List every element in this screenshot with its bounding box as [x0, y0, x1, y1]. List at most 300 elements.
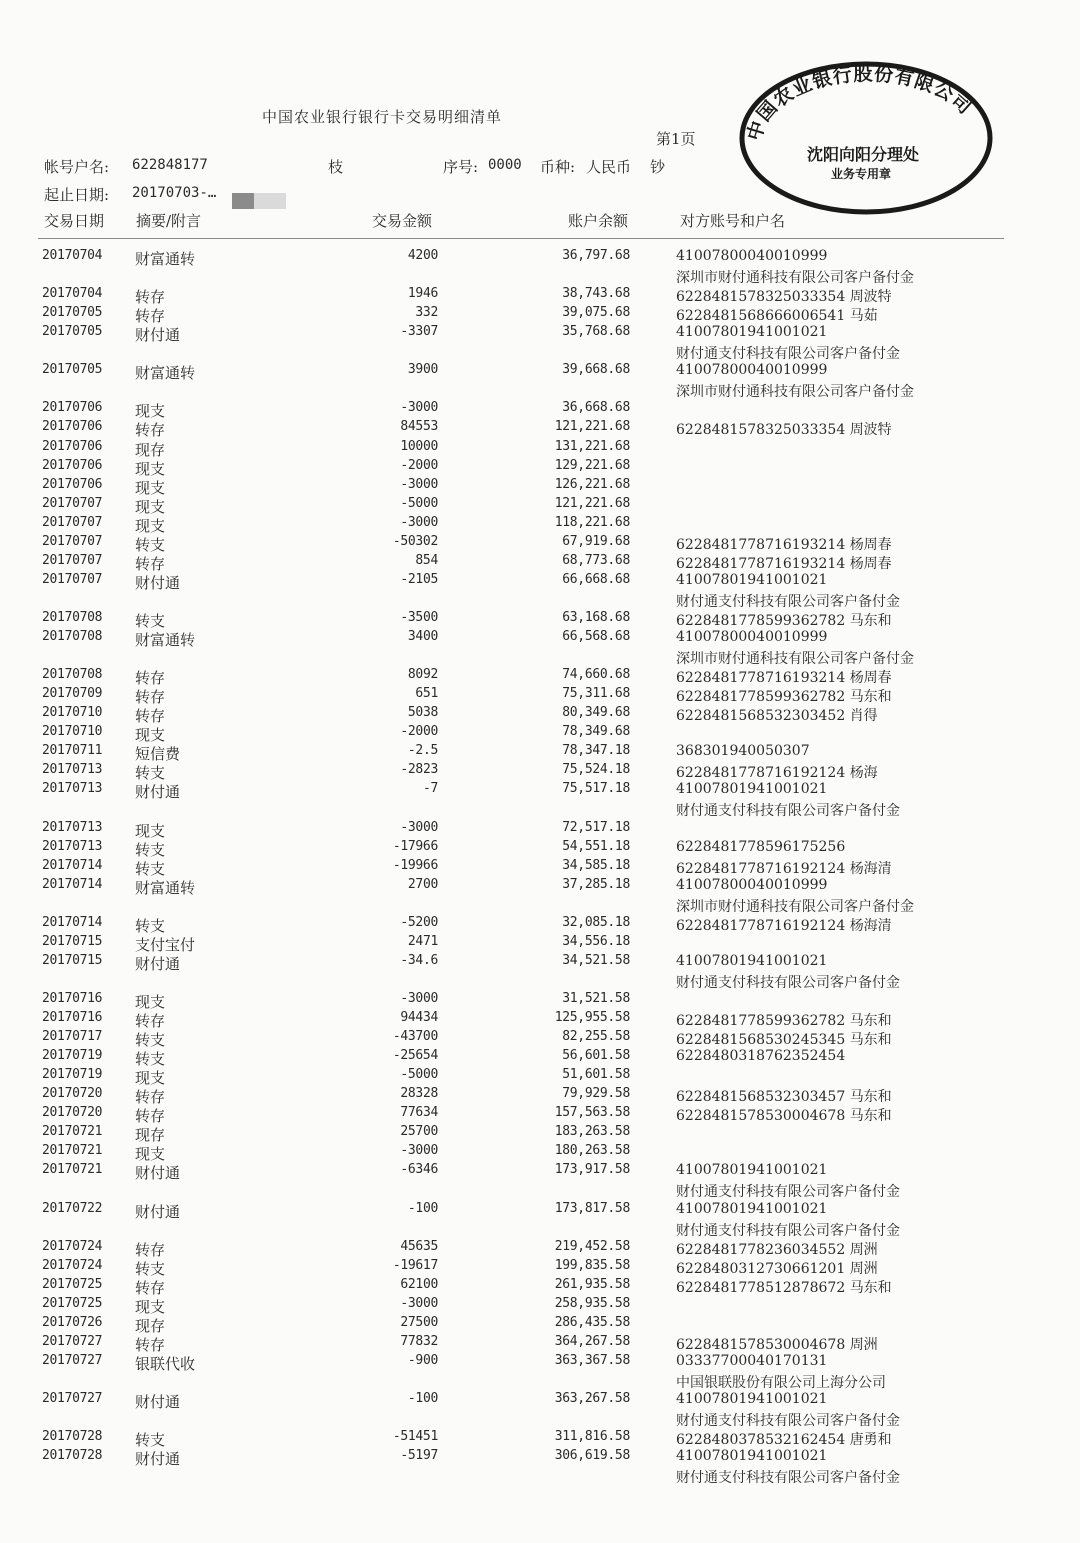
col-header-date: 交易日期 — [44, 212, 105, 230]
account-balance: 129,221.68 — [554, 457, 630, 473]
counterparty-account: 41007800040010999 — [676, 362, 828, 379]
transaction-row-continuation — [0, 1372, 1080, 1391]
transaction-row — [0, 820, 1080, 839]
transaction-amount: -6346 — [400, 1162, 438, 1178]
col-header-counterparty: 对方账号和户名 — [680, 212, 786, 230]
transaction-row — [0, 629, 1080, 648]
col-header-balance: 账户余额 — [568, 212, 629, 230]
counterparty-account: 6228481568532303452 肖得 — [676, 708, 878, 725]
transaction-date: 20170715 — [42, 933, 103, 949]
transaction-date: 20170705 — [42, 324, 103, 340]
transaction-date: 20170727 — [42, 1391, 103, 1406]
transaction-amount: -3000 — [400, 476, 438, 492]
account-balance: 36,797.68 — [562, 248, 630, 263]
counterparty-name: 财付通支付科技有限公司客户备付金 — [676, 346, 900, 363]
transaction-amount: 28328 — [400, 1086, 438, 1102]
counterparty-account: 6228481778236034552 周洲 — [676, 1241, 878, 1258]
transaction-row-continuation — [0, 648, 1080, 667]
transaction-row-continuation — [0, 267, 1080, 286]
account-balance: 66,568.68 — [562, 629, 630, 644]
transaction-date: 20170704 — [42, 248, 103, 263]
transaction-row — [0, 286, 1080, 305]
transaction-row — [0, 839, 1080, 858]
transaction-summary: 转存 — [135, 1240, 166, 1259]
transaction-date: 20170725 — [42, 1295, 103, 1311]
transaction-amount: 77634 — [400, 1105, 438, 1121]
transaction-date: 20170721 — [42, 1124, 103, 1140]
transaction-date: 20170708 — [42, 629, 103, 644]
transaction-amount: -25654 — [392, 1048, 438, 1064]
transaction-amount: 8092 — [407, 667, 438, 683]
transaction-summary: 现支 — [135, 402, 166, 421]
account-balance: 306,619.58 — [554, 1448, 630, 1464]
transaction-summary: 财付通 — [135, 326, 181, 345]
transaction-amount: -5197 — [400, 1448, 438, 1464]
transaction-summary: 转支 — [135, 840, 166, 859]
transaction-row — [0, 991, 1080, 1010]
account-balance: 35,768.68 — [562, 324, 630, 340]
transaction-amount: 84553 — [400, 419, 438, 435]
transaction-amount: -2.5 — [407, 743, 438, 759]
transaction-amount: -3307 — [400, 324, 438, 340]
transaction-amount: -50302 — [392, 533, 438, 549]
transaction-date: 20170711 — [42, 743, 103, 759]
transaction-summary: 转支 — [135, 1431, 166, 1450]
transaction-row — [0, 305, 1080, 324]
account-balance: 173,917.58 — [554, 1162, 630, 1178]
transaction-amount: -19617 — [392, 1257, 438, 1273]
transaction-summary: 转存 — [135, 307, 166, 326]
transaction-amount: -3000 — [400, 400, 438, 416]
account-balance: 56,601.58 — [562, 1048, 630, 1064]
transaction-date: 20170724 — [42, 1238, 103, 1254]
transaction-row-continuation — [0, 1467, 1080, 1486]
account-balance: 131,221.68 — [554, 438, 630, 454]
transaction-row — [0, 362, 1080, 381]
transaction-row — [0, 1391, 1080, 1410]
transaction-amount: -100 — [407, 1200, 438, 1216]
transaction-amount: 62100 — [400, 1276, 438, 1292]
account-balance: 31,521.58 — [562, 990, 630, 1006]
transaction-summary: 转存 — [135, 707, 166, 726]
counterparty-name: 深圳市财付通科技有限公司客户备付金 — [676, 270, 914, 287]
transaction-date: 20170713 — [42, 781, 103, 797]
transaction-date: 20170721 — [42, 1162, 103, 1178]
transaction-row-continuation — [0, 1220, 1080, 1239]
transaction-date: 20170714 — [42, 857, 103, 873]
transaction-date: 20170714 — [42, 914, 103, 930]
account-balance: 68,773.68 — [562, 552, 630, 568]
transaction-summary: 转支 — [135, 916, 166, 935]
transaction-row — [0, 762, 1080, 781]
transaction-amount: -2000 — [400, 724, 438, 740]
transaction-summary: 现支 — [135, 478, 166, 497]
account-balance: 311,816.58 — [554, 1429, 630, 1445]
transaction-summary: 转支 — [135, 1259, 166, 1278]
account-number: 622848177 — [132, 157, 208, 173]
seal-outer-text: 中国农业银行股份有限公司 — [743, 63, 977, 144]
transaction-summary: 财付通 — [135, 954, 181, 973]
transaction-amount: 10000 — [400, 438, 438, 454]
transaction-summary: 短信费 — [135, 745, 181, 764]
counterparty-account: 41007800040010999 — [676, 629, 828, 645]
transaction-summary: 现支 — [135, 1069, 166, 1088]
transaction-summary: 转支 — [135, 611, 166, 630]
transaction-row — [0, 419, 1080, 438]
transaction-date: 20170705 — [42, 305, 103, 321]
transaction-date: 20170728 — [42, 1448, 103, 1464]
header-divider — [38, 238, 1004, 239]
transaction-date: 20170717 — [42, 1029, 103, 1045]
transaction-date: 20170725 — [42, 1276, 103, 1292]
account-name: 枝 — [328, 158, 344, 176]
counterparty-account: 6228481778596175256 — [676, 838, 846, 855]
transaction-row — [0, 915, 1080, 934]
official-seal-stamp — [735, 52, 997, 216]
transaction-summary: 财富通转 — [135, 631, 196, 649]
counterparty-account: 41007801941001021 — [676, 781, 828, 798]
transaction-summary: 财付通 — [135, 1393, 181, 1411]
transaction-date: 20170707 — [42, 571, 103, 587]
account-balance: 39,668.68 — [562, 362, 630, 378]
transaction-row — [0, 458, 1080, 477]
account-balance: 258,935.58 — [554, 1295, 630, 1311]
transaction-row — [0, 743, 1080, 762]
transaction-row — [0, 1105, 1080, 1124]
transaction-date: 20170707 — [42, 552, 103, 568]
transaction-amount: -17966 — [392, 838, 438, 854]
transaction-summary: 现支 — [135, 726, 166, 745]
period-label: 起止日期: — [44, 186, 110, 204]
counterparty-account: 6228481568666006541 马茹 — [676, 308, 878, 325]
transaction-row — [0, 1067, 1080, 1086]
transaction-amount: 77832 — [400, 1333, 438, 1349]
counterparty-account: 41007801941001021 — [676, 952, 828, 969]
transaction-date: 20170719 — [42, 1048, 103, 1064]
transaction-amount: -5000 — [400, 1067, 438, 1083]
counterparty-account: 41007801941001021 — [676, 324, 828, 341]
account-balance: 78,347.18 — [562, 743, 630, 759]
account-balance: 75,517.18 — [562, 781, 630, 797]
transaction-row-continuation — [0, 896, 1080, 915]
transaction-summary: 转存 — [135, 1278, 166, 1297]
counterparty-name: 财付通支付科技有限公司客户备付金 — [676, 593, 900, 610]
transaction-amount: 3400 — [407, 629, 438, 644]
transaction-summary: 现支 — [135, 1145, 166, 1164]
transaction-row — [0, 1048, 1080, 1067]
transaction-row — [0, 724, 1080, 743]
account-balance: 180,263.58 — [554, 1143, 630, 1159]
transaction-summary: 财富通转 — [135, 364, 196, 383]
transaction-date: 20170714 — [42, 876, 103, 892]
transaction-amount: 651 — [415, 686, 438, 702]
transaction-amount: 5038 — [407, 705, 438, 721]
transaction-amount: 27500 — [400, 1314, 438, 1330]
transaction-row-continuation — [0, 591, 1080, 610]
transaction-date: 20170708 — [42, 609, 103, 625]
counterparty-account: 6228481778716193214 杨周春 — [676, 536, 892, 553]
transaction-date: 20170713 — [42, 819, 103, 835]
transaction-amount: -100 — [407, 1391, 438, 1406]
counterparty-account: 6228481778512878672 马东和 — [676, 1279, 892, 1296]
account-balance: 364,267.58 — [554, 1333, 630, 1349]
transaction-amount: -2000 — [400, 457, 438, 473]
account-balance: 121,221.68 — [554, 419, 630, 435]
counterparty-account: 41007801941001021 — [676, 1162, 828, 1179]
transaction-amount: -2105 — [400, 571, 438, 587]
transaction-date: 20170705 — [42, 362, 103, 378]
transaction-date: 20170719 — [42, 1067, 103, 1083]
transaction-row — [0, 1124, 1080, 1143]
account-balance: 54,551.18 — [562, 838, 630, 854]
transaction-row — [0, 1277, 1080, 1296]
transaction-summary: 现存 — [135, 440, 166, 459]
transaction-amount: 1946 — [407, 286, 438, 302]
transaction-amount: -5000 — [400, 495, 438, 511]
transaction-amount: -19966 — [392, 857, 438, 873]
transaction-summary: 现支 — [135, 497, 166, 516]
account-balance: 75,524.18 — [562, 762, 630, 778]
transaction-summary: 转存 — [135, 688, 166, 707]
transaction-date: 20170707 — [42, 514, 103, 530]
transaction-date: 20170713 — [42, 762, 103, 778]
counterparty-name: 财付通支付科技有限公司客户备付金 — [676, 803, 900, 820]
counterparty-account: 6228481568530245345 马东和 — [676, 1032, 892, 1049]
transaction-row — [0, 705, 1080, 724]
counterparty-account: 6228481578325033354 周波特 — [676, 422, 892, 439]
transaction-amount: -3000 — [400, 1143, 438, 1159]
transaction-row — [0, 1162, 1080, 1181]
transaction-row — [0, 1315, 1080, 1334]
transaction-date: 20170709 — [42, 686, 103, 702]
transaction-amount: -3000 — [400, 990, 438, 1006]
counterparty-account: 6228481778716192124 杨海清 — [676, 917, 892, 934]
period-value: 20170703-… — [132, 185, 217, 201]
transaction-row-continuation — [0, 1181, 1080, 1200]
counterparty-account: 6228480312730661201 周洲 — [676, 1260, 878, 1277]
transaction-row — [0, 877, 1080, 896]
transaction-date: 20170706 — [42, 419, 103, 435]
transaction-amount: -5200 — [400, 914, 438, 930]
transaction-amount: -3000 — [400, 1295, 438, 1311]
counterparty-name: 财付通支付科技有限公司客户备付金 — [676, 1470, 900, 1487]
account-balance: 118,221.68 — [554, 514, 630, 530]
transaction-row — [0, 686, 1080, 705]
account-balance: 78,349.68 — [562, 724, 630, 740]
counterparty-account: 03337700040170131 — [676, 1352, 828, 1369]
counterparty-account: 41007800040010999 — [676, 248, 828, 264]
counterparty-name: 财付通支付科技有限公司客户备付金 — [676, 1222, 900, 1239]
counterparty-account: 41007801941001021 — [676, 1200, 828, 1217]
transaction-summary: 现支 — [135, 459, 166, 478]
transaction-row — [0, 610, 1080, 629]
account-balance: 80,349.68 — [562, 705, 630, 721]
counterparty-name: 财付通支付科技有限公司客户备付金 — [676, 974, 900, 991]
counterparty-name: 财付通支付科技有限公司客户备付金 — [676, 1413, 900, 1430]
transaction-date: 20170706 — [42, 457, 103, 473]
account-balance: 121,221.68 — [554, 495, 630, 511]
account-balance: 183,263.58 — [554, 1124, 630, 1140]
transaction-row-continuation — [0, 343, 1080, 362]
account-balance: 67,919.68 — [562, 533, 630, 549]
counterparty-account: 6228481578325033354 周波特 — [676, 289, 892, 306]
transaction-summary: 现支 — [135, 821, 166, 840]
account-balance: 39,075.68 — [562, 305, 630, 321]
transaction-amount: 854 — [415, 552, 438, 568]
transaction-summary: 转支 — [135, 535, 166, 554]
account-balance: 79,929.58 — [562, 1086, 630, 1102]
col-header-desc: 摘要/附言 — [136, 212, 202, 230]
transaction-row — [0, 781, 1080, 800]
transaction-date: 20170716 — [42, 1010, 103, 1025]
counterparty-account: 6228481778716193214 杨周春 — [676, 670, 892, 687]
transaction-summary: 支付宝付 — [135, 935, 196, 954]
transaction-row — [0, 1334, 1080, 1353]
transaction-summary: 现支 — [135, 516, 166, 535]
account-balance: 286,435.58 — [554, 1314, 630, 1330]
counterparty-name: 深圳市财付通科技有限公司客户备付金 — [676, 384, 914, 401]
account-balance: 72,517.18 — [562, 819, 630, 835]
transaction-amount: -7 — [422, 781, 438, 797]
counterparty-account: 6228480318762352454 — [676, 1048, 846, 1065]
transaction-summary: 财付通 — [135, 1450, 181, 1469]
transaction-summary: 财富通转 — [135, 250, 196, 268]
transaction-row — [0, 496, 1080, 515]
transaction-amount: -2823 — [400, 762, 438, 778]
transaction-summary: 转支 — [135, 1050, 166, 1069]
transaction-row — [0, 553, 1080, 572]
transaction-date: 20170706 — [42, 400, 103, 416]
transaction-amount: 25700 — [400, 1124, 438, 1140]
transaction-amount: 94434 — [400, 1010, 438, 1025]
transaction-summary: 转支 — [135, 764, 166, 783]
transaction-summary: 财富通转 — [135, 878, 196, 897]
transaction-date: 20170713 — [42, 838, 103, 854]
transaction-date: 20170727 — [42, 1333, 103, 1349]
transaction-row — [0, 667, 1080, 686]
counterparty-account: 6228481778599362782 马东和 — [676, 689, 892, 706]
transaction-amount: 45635 — [400, 1238, 438, 1254]
transaction-date: 20170728 — [42, 1429, 103, 1445]
transaction-row — [0, 934, 1080, 953]
counterparty-account: 6228481778716193214 杨周春 — [676, 555, 892, 572]
transaction-row — [0, 953, 1080, 972]
transaction-summary: 转存 — [135, 288, 166, 307]
transaction-amount: -34.6 — [400, 952, 438, 968]
transaction-date: 20170704 — [42, 286, 103, 302]
transaction-date: 20170727 — [42, 1352, 103, 1368]
account-balance: 219,452.58 — [554, 1238, 630, 1254]
transaction-amount: -3000 — [400, 514, 438, 530]
counterparty-name: 财付通支付科技有限公司客户备付金 — [676, 1184, 900, 1201]
cash-type: 钞 — [650, 158, 666, 176]
redaction-block — [232, 193, 286, 209]
transaction-date: 20170715 — [42, 952, 103, 968]
account-balance: 82,255.58 — [562, 1029, 630, 1045]
counterparty-account: 41007801941001021 — [676, 1391, 828, 1407]
transaction-date: 20170707 — [42, 495, 103, 511]
transaction-summary: 转支 — [135, 859, 166, 878]
transaction-row-continuation — [0, 1410, 1080, 1429]
transaction-amount: -51451 — [392, 1429, 438, 1445]
account-balance: 32,085.18 — [562, 914, 630, 930]
counterparty-account: 41007801941001021 — [676, 571, 828, 588]
transaction-row — [0, 477, 1080, 496]
seal-branch-name: 沈阳向阳分理处 — [806, 145, 920, 164]
account-balance: 63,168.68 — [562, 609, 630, 625]
page-number: 第1页 — [656, 130, 696, 148]
transaction-row — [0, 515, 1080, 534]
counterparty-account: 6228481778716192124 杨海 — [676, 765, 878, 782]
transaction-date: 20170722 — [42, 1200, 103, 1216]
currency-label: 币种: — [540, 158, 576, 176]
transaction-row — [0, 439, 1080, 458]
transaction-row — [0, 1429, 1080, 1448]
account-balance: 34,556.18 — [562, 933, 630, 949]
transaction-summary: 转存 — [135, 1335, 166, 1354]
counterparty-name: 深圳市财付通科技有限公司客户备付金 — [676, 651, 914, 668]
transaction-summary: 转支 — [135, 1031, 166, 1050]
transaction-summary: 现支 — [135, 1297, 166, 1316]
transaction-date: 20170710 — [42, 705, 103, 721]
transaction-row — [0, 248, 1080, 267]
account-balance: 157,563.58 — [554, 1105, 630, 1121]
transaction-date: 20170721 — [42, 1143, 103, 1159]
transaction-summary: 财付通 — [135, 573, 181, 592]
transaction-row — [0, 1143, 1080, 1162]
transaction-row — [0, 1086, 1080, 1105]
transaction-summary: 现存 — [135, 1316, 166, 1335]
counterparty-account: 6228481578530004678 马东和 — [676, 1108, 892, 1125]
transaction-date: 20170710 — [42, 724, 103, 740]
transaction-summary: 银联代收 — [135, 1354, 196, 1373]
transaction-date: 20170706 — [42, 476, 103, 492]
transaction-row — [0, 324, 1080, 343]
transaction-row — [0, 400, 1080, 419]
account-balance: 66,668.68 — [562, 571, 630, 587]
transaction-amount: 332 — [415, 305, 438, 321]
counterparty-account: 6228480378532162454 唐勇和 — [676, 1432, 892, 1449]
transaction-row — [0, 1010, 1080, 1029]
col-header-amount: 交易金额 — [372, 212, 433, 230]
transaction-row — [0, 1201, 1080, 1220]
counterparty-name: 深圳市财付通科技有限公司客户备付金 — [676, 898, 914, 915]
transaction-summary: 现支 — [135, 992, 166, 1011]
counterparty-account: 6228481778599362782 马东和 — [676, 612, 892, 629]
seal-purpose: 业务专用章 — [830, 167, 892, 181]
transaction-amount: -900 — [407, 1352, 438, 1368]
account-balance: 173,817.58 — [554, 1200, 630, 1216]
account-balance: 75,311.68 — [562, 686, 630, 702]
transaction-date: 20170720 — [42, 1105, 103, 1121]
account-balance: 34,521.58 — [562, 952, 630, 968]
account-balance: 125,955.58 — [554, 1010, 630, 1025]
account-balance: 38,743.68 — [562, 286, 630, 302]
transaction-summary: 转存 — [135, 669, 166, 688]
transaction-row — [0, 1353, 1080, 1372]
transaction-row — [0, 1448, 1080, 1467]
account-balance: 37,285.18 — [562, 876, 630, 892]
account-balance: 363,367.58 — [554, 1352, 630, 1368]
account-balance: 51,601.58 — [562, 1067, 630, 1083]
transaction-summary: 转存 — [135, 421, 166, 440]
transaction-amount: -43700 — [392, 1029, 438, 1045]
account-balance: 74,660.68 — [562, 667, 630, 683]
transaction-summary: 现存 — [135, 1126, 166, 1145]
counterparty-account: 41007801941001021 — [676, 1448, 828, 1465]
transaction-summary: 转存 — [135, 1088, 166, 1107]
transaction-row — [0, 858, 1080, 877]
